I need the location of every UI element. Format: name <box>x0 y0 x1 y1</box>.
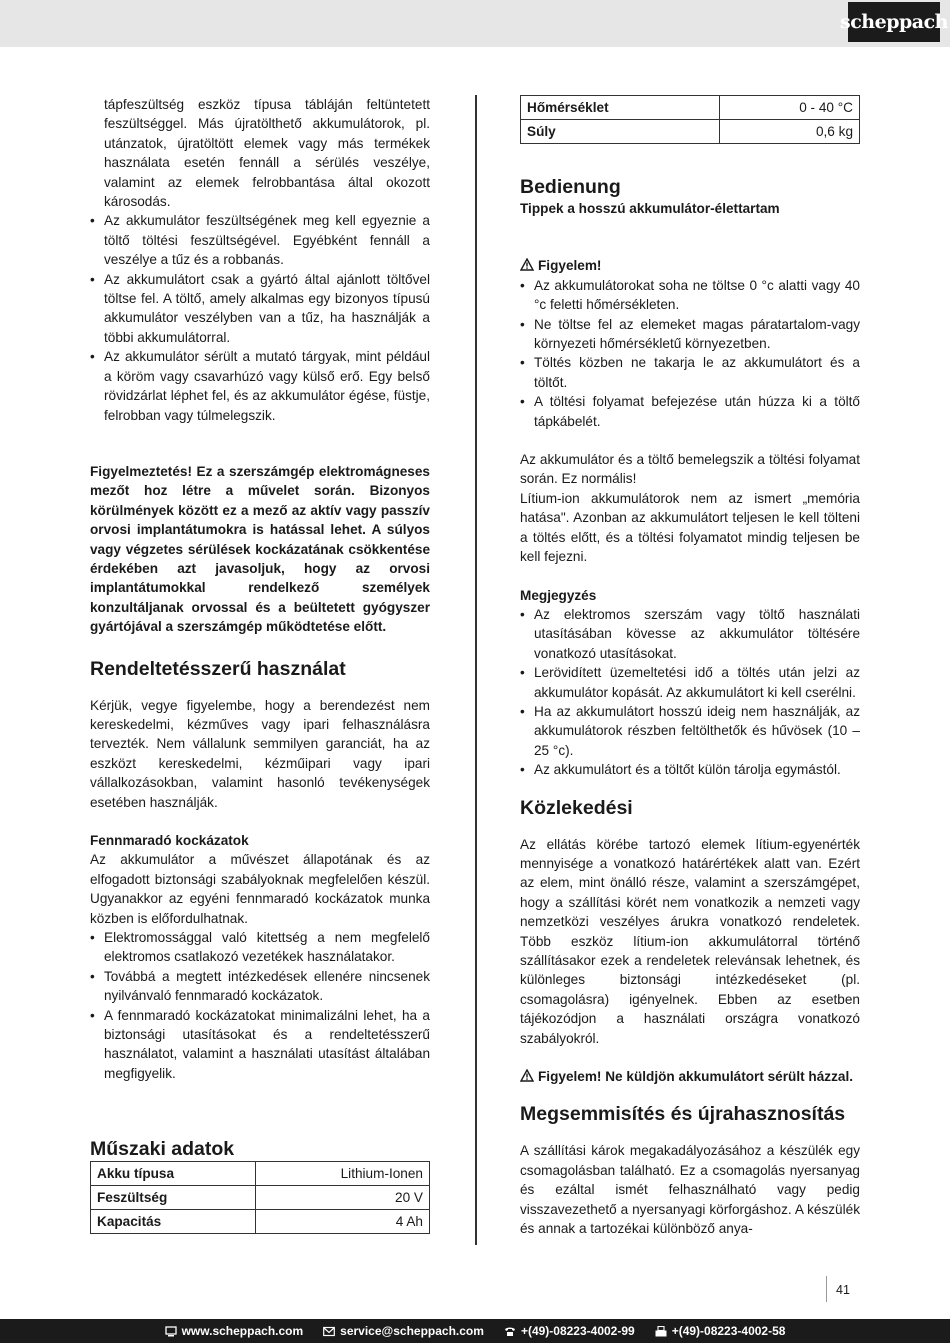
spec-key: Feszültség <box>91 1186 256 1210</box>
spec-key: Akku típusa <box>91 1162 256 1186</box>
table-row <box>521 120 860 144</box>
page-number: 41 <box>836 1283 850 1297</box>
charging-note-paragraph: Az akkumulátor és a töltő bemelegszik a töltési folyamat során. Ez normális! <box>520 452 860 487</box>
warning-triangle-icon <box>520 258 534 271</box>
page-number-divider <box>826 1276 827 1302</box>
list-item: • Az akkumulátor feszültségének meg kell egyeznie a töltő töltési feszültségével. Egyébként fennáll a veszélye a tűz és a robbanás. <box>90 211 430 269</box>
specs-title: Műszaki adatok <box>90 1138 235 1161</box>
footer-email-link[interactable]: service@scheppach.com <box>340 1324 484 1338</box>
emf-warning: Figyelmeztetés! Ez a szerszámgép elektromágneses mezőt hoz létre a művelet során. Bizonyos körülmények között ez a mező az aktív vagy passzív orvosi implantátumokra is hatással lehet. A súlyos vagy végzetes sérülések kockázatának csökkentése érdekében azt javasoljuk, hogy az orvosi implantátumokkal rendelkező személyek konzultáljanak orvossal és a beültetett gyógyszer gyártójával a szerszámgép működtetése előtt. <box>90 463 430 635</box>
spec-value: 0 - 40 °C <box>719 96 859 120</box>
spec-key: Kapacitás <box>91 1210 256 1234</box>
warning-triangle-icon <box>520 1069 534 1082</box>
list-item: • Töltés közben ne takarja le az akkumulátort és a töltőt. <box>520 353 860 392</box>
list-item: • Az elektromos szerszám vagy töltő használati utasításában kövesse az akkumulátor töltésére vonatkozó utasításokat. <box>520 605 860 663</box>
table-row <box>91 1210 430 1234</box>
list-item: • Ha az akkumulátort hosszú ideig nem használják, az akkumulátorok részben feltölthetők és hűvösek (10 – 25 °c). <box>520 702 860 760</box>
computer-icon <box>165 1326 177 1337</box>
left-column <box>90 95 430 1234</box>
operation-subtitle: Tippek a hosszú akkumulátor-élettartam <box>520 201 780 216</box>
list-item: • A fennmaradó kockázatokat minimalizálni lehet, ha a biztonsági utasításokat és a rendeltetésszerű használatot, valamint a használati utasítást általában megfigyelik. <box>90 1006 430 1084</box>
table-row <box>91 1162 430 1186</box>
attention-label: Figyelem! <box>538 258 602 274</box>
notes-list <box>520 605 860 780</box>
phone-icon <box>504 1326 516 1337</box>
residual-risks-title: Fennmaradó kockázatok <box>90 833 249 848</box>
spec-value: 0,6 kg <box>719 120 859 144</box>
list-item: • Az akkumulátor sérült a mutató tárgyak, mint például a köröm vagy csavarhúzó vagy külső erő. Egy belső rövidzárlat léphet fel, és az akkumulátor égése, füstje, felrobban vagy túlmelegszik. <box>90 347 430 425</box>
right-column <box>520 95 860 1238</box>
list-item: • Az akkumulátorokat soha ne töltse 0 °c alatti vagy 40 °c feletti hőmérsékleten. <box>520 276 860 315</box>
footer-fax <box>655 1324 786 1338</box>
residual-risks-list <box>90 928 430 1083</box>
list-item: • A töltési folyamat befejezése után húzza ki a töltő tápkábelét. <box>520 392 860 431</box>
footer-web <box>165 1324 304 1338</box>
footer-email <box>323 1324 484 1338</box>
spec-key: Hőmérséklet <box>521 96 720 120</box>
list-item: • Elektromossággal való kitettség a nem megfelelő elektromos csatlakozó vezetékek használatakor. <box>90 928 430 967</box>
footer-phone-number[interactable]: +(49)-08223-4002-99 <box>520 1324 635 1338</box>
table-row <box>521 96 860 120</box>
mail-icon <box>323 1326 335 1337</box>
footer-web-link[interactable]: www.scheppach.com <box>181 1324 304 1338</box>
attention-heading <box>520 256 860 275</box>
list-item: • Ne töltse fel az elemeket magas páratartalom-vagy környezeti hőmérsékletű környezetben. <box>520 315 860 354</box>
transport-warning-text: Figyelem! Ne küldjön akkumulátort sérült házzal. <box>538 1069 853 1085</box>
spec-key: Súly <box>521 120 720 144</box>
notes-title: Megjegyzés <box>520 587 597 603</box>
memory-effect-paragraph: Lítium-ion akkumulátorok nem az ismert „memória hatása". Azonban az akkumulátort teljesen le kell tölteni a töltés előtt, és a töltési folyamatot mindig teljesen be kell fejezni. <box>520 490 860 565</box>
list-item: • Az akkumulátort és a töltőt külön tárolja egymástól. <box>520 760 860 779</box>
header-bar <box>0 0 950 47</box>
list-item: • Továbbá a megtett intézkedések ellenére nincsenek nyilvánvaló fennmaradó kockázatok. <box>90 967 430 1006</box>
list-item: • Lerövidített üzemeltetési idő a töltés után jelzi az akkumulátor kopását. Az akkumulátort ki kell cserélni. <box>520 663 860 702</box>
footer-phone <box>504 1324 635 1338</box>
disposal-text: A szállítási károk megakadályozásához a készülék egy csomagolásban található. Ez a csomagolás nyersanyag és ezáltal ismét felhasználható vagy pedig visszavezethető a nyersanyagi körforgáshoz. A készülék és annak a tartozékai különböző anya- <box>520 1143 860 1237</box>
spec-value: 4 Ah <box>255 1210 429 1234</box>
scheppach-logo: scheppach <box>848 2 940 42</box>
table-row <box>91 1186 430 1210</box>
battery-safety-list <box>90 211 430 424</box>
spec-value: 20 V <box>255 1186 429 1210</box>
specs-table-continued <box>520 95 860 144</box>
disposal-title: Megsemmisítés és újrahasznosítás <box>520 1103 846 1126</box>
fax-icon <box>655 1326 667 1337</box>
transport-title: Közlekedési <box>520 796 633 819</box>
intended-use-title: Rendeltetésszerű használat <box>90 657 346 680</box>
footer-bar <box>0 1319 950 1343</box>
intro-paragraph: tápfeszültség eszköz típusa tábláján feltüntetett feszültséggel. Más újratölthető akkumulátorok, pl. utánzatok, újratöltött elemek vagy más termékek használata esetén fennáll a sérülés veszélye, valamint az elemek felrobbantása által okozott károsodás. <box>104 97 430 210</box>
charging-tips-list <box>520 276 860 431</box>
intended-use-text: Kérjük, vegye figyelembe, hogy a berendezést nem kereskedelmi, kézműves vagy ipari felhasználásra tervezték. Nem vállalunk semmilyen garanciát, ha az eszközt kereskedelmi, kézműipari vagy ipari vállalkozásokban, valamint hasonló tevékenységek esetében használják. <box>90 697 430 810</box>
list-item: • Az akkumulátort csak a gyártó által ajánlott töltővel töltse fel. A töltő, amely alkalmas egy bizonyos típusú akkumulátor veszélyben van a tűz, ha használják a többi akkumulátorral. <box>90 270 430 348</box>
operation-title: Bedienung <box>520 176 621 198</box>
residual-risks-text: Az akkumulátor a művészet állapotának és az elfogadott biztonsági szabályoknak megfelelően készül. Ugyanakkor az egyéni fennmaradó kockázatok munka közben is előfordulhatnak. <box>90 852 430 926</box>
spec-value: Lithium-Ionen <box>255 1162 429 1186</box>
footer-fax-number: +(49)-08223-4002-58 <box>671 1324 786 1338</box>
specs-table <box>90 1161 430 1234</box>
transport-warning <box>520 1067 860 1086</box>
column-divider <box>475 95 477 1245</box>
transport-text: Az ellátás körébe tartozó elemek lítium-egyenérték mennyisége a vonatkozó határértékek alatt van. Ezért az elem, mint önálló része, valamint a szerszámgépet, hogy a szállítási körét nem vonatkozik a nemzeti vagy nemzetközi veszélyes árukra vonatkozó rendeletek. Több eszköz lítium-ion akkumulátorral történő szállításakor ezek a rendeletek relevánsak lehetnek, és különleges biztonsági intézkedéseket (pl. csomagolásra) igényelnek. Ebben az esetben tájékozódjon a használati országra vonatkozó szabályokról. <box>520 836 860 1046</box>
